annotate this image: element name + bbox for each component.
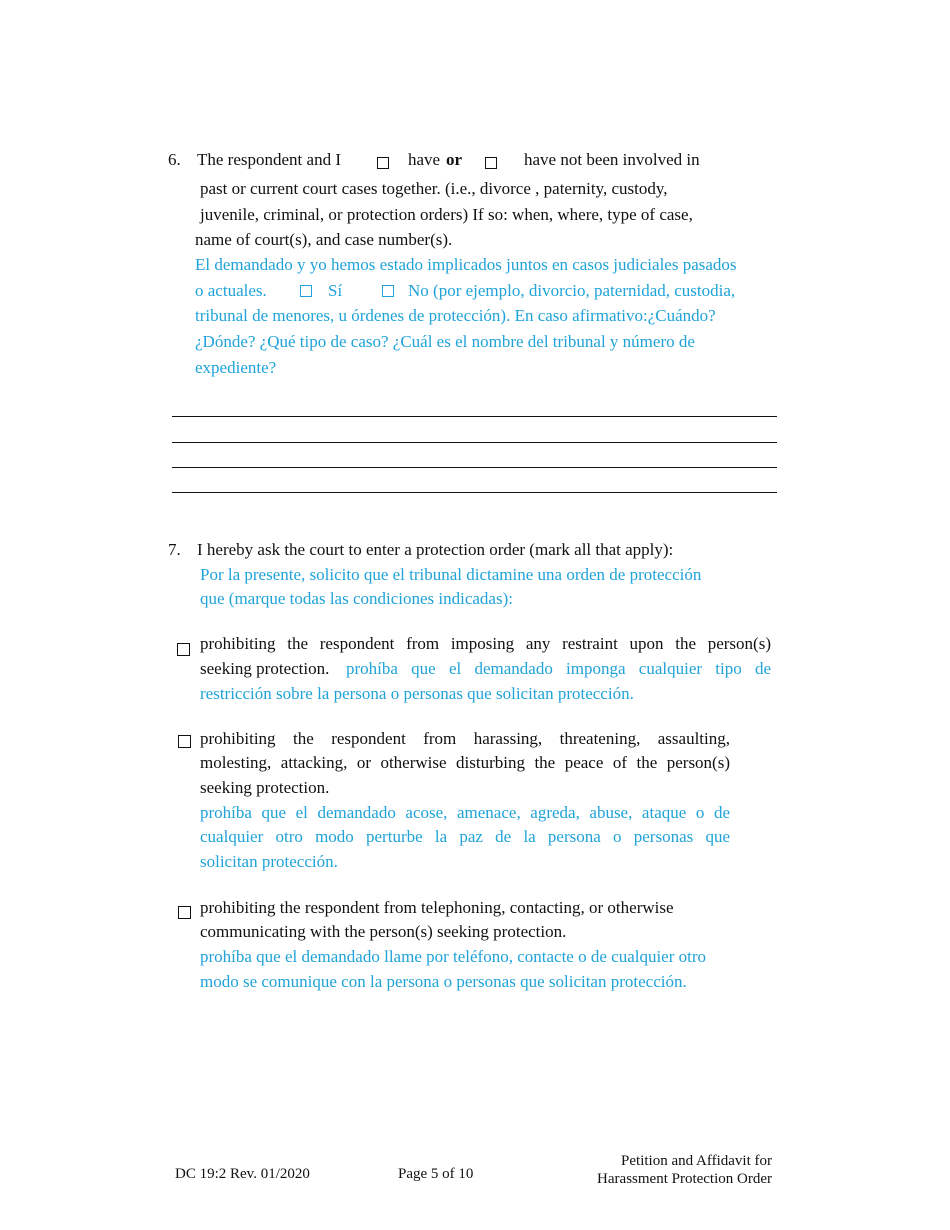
option-a-es-line: restricción sobre la persona o personas que solicitan protección.	[200, 684, 634, 703]
item-6-es-line: ¿Dónde? ¿Qué tipo de caso? ¿Cuál es el nombre del tribunal y número de	[195, 332, 695, 351]
have-not-label: have not been involved in	[524, 150, 700, 169]
form-title-line: Petition and Affidavit for	[621, 1153, 772, 1169]
page-number: Page 5 of 10	[398, 1166, 474, 1182]
item-6-es-line: El demandado y yo hemos estado implicados juntos en casos judiciales pasados	[195, 255, 737, 274]
no-label: No (por ejemplo, divorcio, paternidad, custodia,	[408, 281, 736, 300]
no-checkbox[interactable]	[382, 285, 394, 297]
answer-line[interactable]	[172, 442, 777, 443]
option-b-es-line: prohíba que el demandado acose, amenace, agreda, abuse, ataque o de	[200, 803, 730, 822]
item-7-es-line: Por la presente, solicito que el tribunal dictamine una orden de protección	[200, 565, 702, 584]
option-c-es-line: modo se comunique con la persona o personas que solicitan protección.	[200, 972, 687, 991]
answer-line[interactable]	[172, 467, 777, 468]
item-6-es-line: tribunal de menores, u órdenes de protección). En caso afirmativo:¿Cuándo?	[195, 306, 716, 325]
option-b-es-line: solicitan protección.	[200, 852, 338, 871]
have-checkbox[interactable]	[377, 157, 389, 169]
item-6-en-line: juvenile, criminal, or protection orders) If so: when, where, type of case,	[200, 205, 693, 224]
have-not-checkbox[interactable]	[485, 157, 497, 169]
option-a-es-line: prohíba que el demandado imponga cualquier tipo de	[346, 659, 771, 678]
option-b-en-line: molesting, attacking, or otherwise disturbing the peace of the person(s)	[200, 753, 730, 772]
form-id: DC 19:2 Rev. 01/2020	[175, 1166, 310, 1182]
option-b-es-line: cualquier otro modo perturbe la paz de la persona o personas que	[200, 827, 730, 846]
answer-line[interactable]	[172, 492, 777, 493]
item-7-en-text: I hereby ask the court to enter a protection order (mark all that apply):	[197, 540, 674, 559]
option-c-es-line: prohíba que el demandado llame por teléfono, contacte o de cualquier otro	[200, 947, 707, 966]
form-title-line: Harassment Protection Order	[597, 1171, 772, 1187]
item-6-en-line: name of court(s), and case number(s).	[195, 230, 453, 249]
item-6-number: 6.	[168, 150, 181, 169]
si-label: Sí	[328, 281, 343, 300]
item-7-es-line: que (marque todas las condiciones indicadas):	[200, 589, 513, 608]
option-b-en-line: prohibiting the respondent from harassing, threatening, assaulting,	[200, 729, 730, 748]
item-6-es-lead: o actuales.	[195, 281, 267, 300]
no-contact-checkbox[interactable]	[178, 906, 191, 919]
si-checkbox[interactable]	[300, 285, 312, 297]
no-restraint-checkbox[interactable]	[177, 643, 190, 656]
no-harassment-checkbox[interactable]	[178, 735, 191, 748]
option-b-en-line: seeking protection.	[200, 778, 330, 797]
option-c-en-line: prohibiting the respondent from telephoning, contacting, or otherwise	[200, 898, 674, 917]
answer-line[interactable]	[172, 416, 777, 417]
or-label: or	[446, 150, 463, 169]
option-a-en-line: seeking protection.	[200, 659, 330, 678]
option-a-en-line: prohibiting the respondent from imposing any restraint upon the person(s)	[200, 634, 771, 653]
item-7-number: 7.	[168, 540, 181, 559]
item-6-lead-text: The respondent and I	[197, 150, 341, 169]
item-6-en-line: past or current court cases together. (i.e., divorce , paternity, custody,	[200, 179, 668, 198]
have-label: have	[408, 150, 441, 169]
option-c-en-line: communicating with the person(s) seeking protection.	[200, 922, 567, 941]
item-6-es-line: expediente?	[195, 358, 277, 377]
